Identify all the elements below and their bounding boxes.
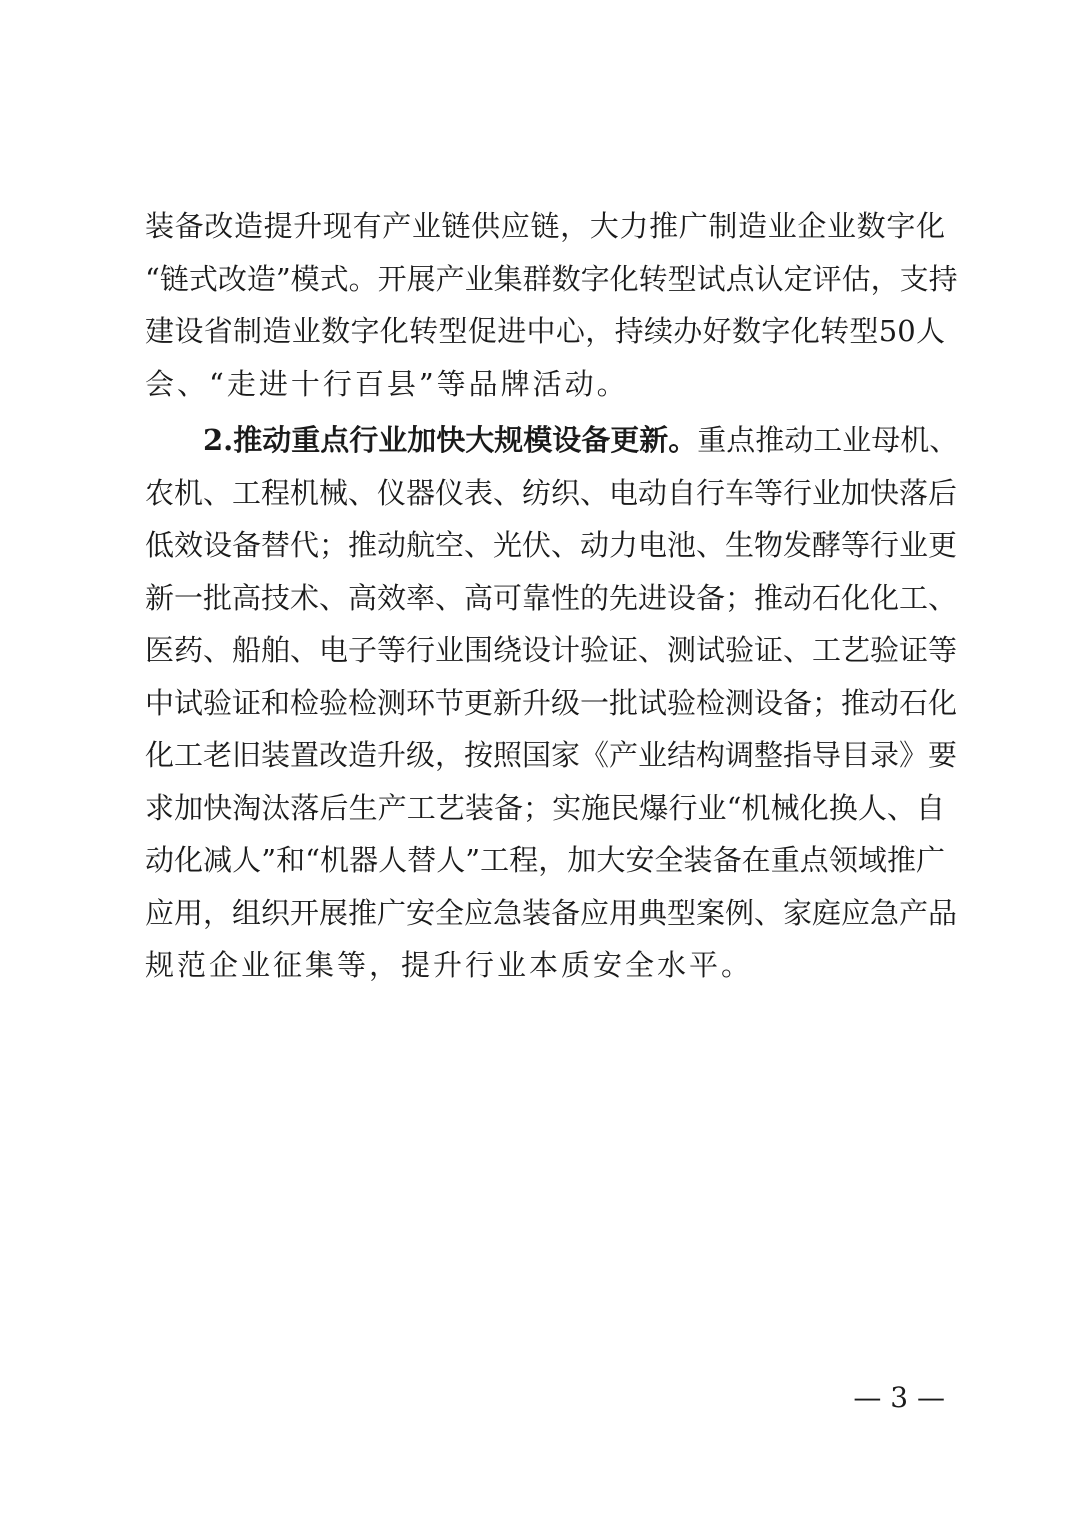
- text-line: 求加快淘汰落后生产工艺装备；实施民爆行业“机械化换人、自: [145, 790, 945, 825]
- text-line: 中试验证和检验检测环节更新升级一批试验检测设备；推动石化: [145, 685, 958, 720]
- text-line: 会、“走进十行百县”等品牌活动。: [145, 366, 629, 401]
- section-heading: 2.推动重点行业加快大规模设备更新。: [203, 423, 698, 457]
- text-run: 重点推动工业母机、: [697, 423, 959, 457]
- text-line: 农机、工程机械、仪器仪表、纺织、电动自行车等行业加快落后: [145, 475, 958, 510]
- text-line: 应用，组织开展推广安全应急装备应用典型案例、家庭应急产品: [145, 895, 958, 930]
- paragraph-2-first-line: [145, 414, 959, 467]
- text-line: 低效设备替代；推动航空、光伏、动力电池、生物发酵等行业更: [145, 528, 958, 562]
- text-line: “链式改造”模式。开展产业集群数字化转型试点认定评估，支持: [145, 261, 958, 296]
- text-line: 建设省制造业数字化转型促进中心，持续办好数字化转型50人: [145, 314, 945, 348]
- paragraph-2: [145, 414, 959, 992]
- text-line: 医药、船舶、电子等行业围绕设计验证、测试验证、工艺验证等: [145, 633, 958, 667]
- text-line: 动化减人”和“机器人替人”工程，加大安全装备在重点领域推广: [145, 843, 945, 877]
- text-line: 装备改造提升现有产业链供应链，大力推广制造业企业数字化: [145, 209, 945, 243]
- text-line: 规范企业征集等，提升行业本质安全水平。: [145, 948, 754, 982]
- body-text: [145, 200, 959, 992]
- text-line: 新一批高技术、高效率、高可靠性的先进设备；推动石化化工、: [145, 580, 958, 615]
- text-line: 化工老旧装置改造升级，按照国家《产业结构调整指导目录》要: [145, 738, 958, 772]
- paragraph-1: [145, 200, 958, 410]
- page-number: — 3 —: [853, 1381, 945, 1414]
